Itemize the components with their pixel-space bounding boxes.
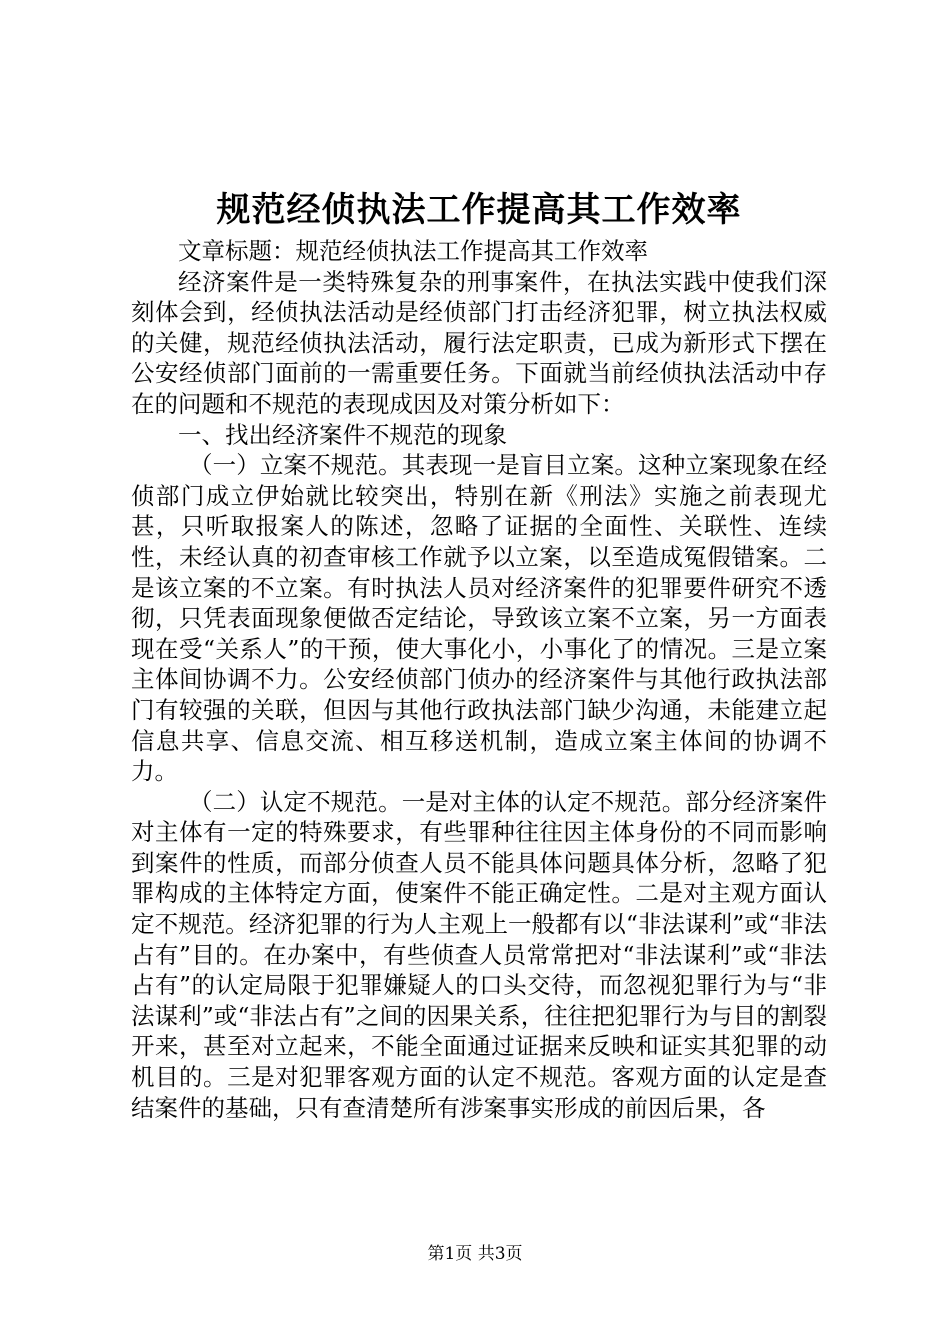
- section-heading-1: 一、找出经济案件不规范的现象: [178, 420, 507, 449]
- paragraph-filing-irregular: （一）立案不规范。其表现一是盲目立案。这种立案现象在经侦部门成立伊始就比较突出，特别在新《刑法》实施之前表现尤甚，只听取报案人的陈述，忽略了证据的全面性、关联性、连续性，未经认真的初查审核工作就予以立案，以至造成冤假错案。二是该立案的不立案。有时执法人员对经济案件的犯罪要件研究不透彻，只凭表面现象便做否定结论，导致该立案不立案，另一方面表现在受“关系人”的干预，使大事化小，小事化了的情况。三是立案主体间协调不力。公安经侦部门侦办的经济案件与其他行政执法部门有较强的关联，但因与其他行政执法部门缺少沟通，未能建立起信息共享、信息交流、相互移送机制，造成立案主体间的协调不力。: [131, 451, 827, 786]
- document-body: [131, 236, 827, 1123]
- page-footer: 第1页 共3页: [427, 1244, 523, 1264]
- paragraph-article-title: 文章标题：规范经侦执法工作提高其工作效率: [178, 237, 648, 265]
- paragraph-determination-irregular: （二）认定不规范。一是对主体的认定不规范。部分经济案件对主体有一定的特殊要求，有些罪种往往因主体身份的不同而影响到案件的性质，而部分侦查人员不能具体问题具体分析，忽略了犯罪构成的主体特定方面，使案件不能正确定性。二是对主观方面认定不规范。经济犯罪的行为人主观上一般都有以“非法谋利”或“非法占有”目的。在办案中，有些侦查人员常常把对“非法谋利”或“非法占有”的认定局限于犯罪嫌疑人的口头交待，而忽视犯罪行为与“非法谋利”或“非法占有”之间的因果关系，往往把犯罪行为与目的割裂开来，甚至对立起来，不能全面通过证据来反映和证实其犯罪的动机目的。三是对犯罪客观方面的认定不规范。客观方面的认定是查结案件的基础，只有查清楚所有涉案事实形成的前因后果，各: [131, 787, 827, 1122]
- paragraph-intro: 经济案件是一类特殊复杂的刑事案件，在执法实践中使我们深刻体会到，经侦执法活动是经侦部门打击经济犯罪，树立执法权威的关健，规范经侦执法活动，履行法定职责，已成为新形式下摆在公安经侦部门面前的一需重要任务。下面就当前经侦执法活动中存在的问题和不规范的表现成因及对策分析如下：: [131, 267, 827, 418]
- document-title: 规范经侦执法工作提高其工作效率: [216, 190, 742, 230]
